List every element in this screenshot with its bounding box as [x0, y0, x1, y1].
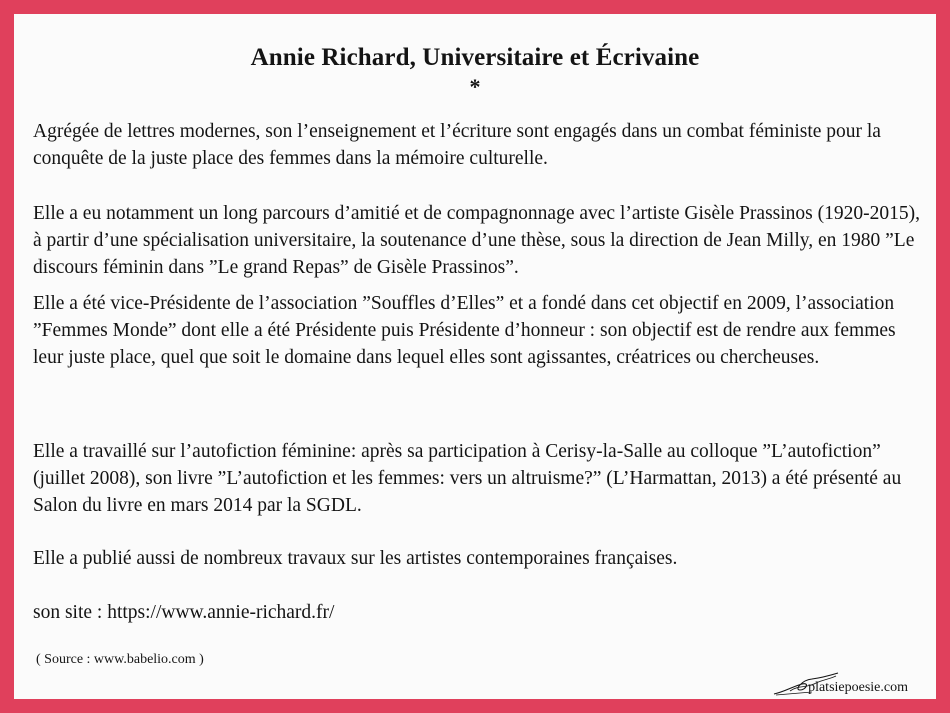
separator-asterisk: * [469, 74, 481, 99]
signature-watermark [772, 670, 908, 698]
source-credit: ( Source : www.babelio.com ) [36, 652, 204, 667]
signature-text: platsiepoesie.com [808, 680, 908, 695]
paragraph-publications: Elle a publié aussi de nombreux travaux sur les artistes contemporaines françaises. [33, 548, 678, 569]
paragraph-prassinos: Elle a eu notamment un long parcours d’amitié et de compagnonnage avec l’artiste Gisèle Prassinos (1920-2015), à partir d’une spécialisation universitaire, la soutenance d’une thèse, sous la direction de Jean Milly, en 1980 ”Le discours féminin dans ”Le grand Repas” de Gisèle Prassinos”. [33, 203, 920, 278]
website-line[interactable]: son site : https://www.annie-richard.fr/ [33, 602, 335, 623]
page-title: Annie Richard, Universitaire et Écrivaine [250, 44, 700, 71]
paragraph-associations: Elle a été vice-Présidente de l’association ”Souffles d’Elles” et a fondé dans cet objectif en 2009, l’association ”Femmes Monde” dont elle a été Présidente puis Présidente d’honneur : son objectif est de rendre aux femmes leur juste place, quel que soit le domaine dans lequel elles sont agissantes, créatrices ou chercheuses. [33, 293, 896, 368]
poster-card [14, 14, 936, 699]
paragraph-intro: Agrégée de lettres modernes, son l’enseignement et l’écriture sont engagés dans un combat féministe pour la conquête de la juste place des femmes dans la mémoire culturelle. [33, 121, 881, 169]
paragraph-autofiction: Elle a travaillé sur l’autofiction féminine: après sa participation à Cerisy-la-Salle au colloque ”L’autofiction” (juillet 2008), son livre ”L’autofiction et les femmes: vers un altruisme?” (L’Harmattan, 2013) a été présenté au Salon du livre en mars 2014 par la SGDL. [33, 441, 902, 516]
